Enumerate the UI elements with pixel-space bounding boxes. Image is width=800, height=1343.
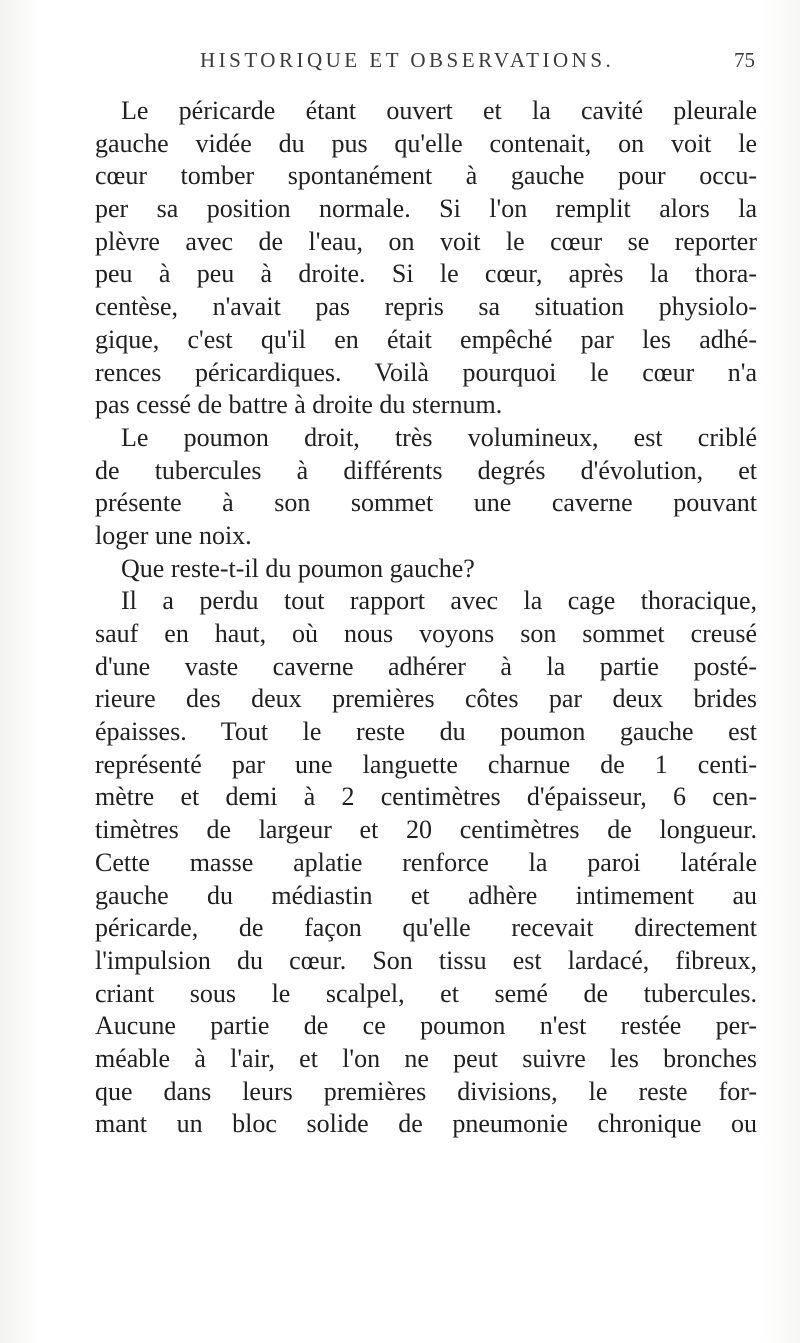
text-line: gauche vidée du pus qu'elle contenait, on voit le bbox=[95, 128, 757, 158]
text-line: centèse, n'avait pas repris sa situation physiolo- bbox=[95, 292, 757, 322]
text-line: d'une vaste caverne adhérer à la partie posté- bbox=[95, 651, 757, 681]
text-line: méable à l'air, et l'on ne peut suivre les bronches bbox=[95, 1043, 757, 1073]
text-line: Aucune partie de ce poumon n'est restée per- bbox=[95, 1011, 757, 1041]
text-line: peu à peu à droite. Si le cœur, après la thora- bbox=[95, 259, 757, 289]
running-title: HISTORIQUE ET OBSERVATIONS. bbox=[200, 48, 615, 72]
text-line: Le poumon droit, très volumineux, est criblé bbox=[121, 422, 757, 452]
text-line: per sa position normale. Si l'on remplit alors la bbox=[95, 194, 757, 224]
body-text bbox=[95, 95, 757, 1141]
text-line: Il a perdu tout rapport avec la cage thoracique, bbox=[121, 586, 757, 616]
text-line: Cette masse aplatie renforce la paroi latérale bbox=[95, 847, 757, 877]
text-line: gique, c'est qu'il en était empêché par les adhé- bbox=[95, 324, 757, 354]
text-line: plèvre avec de l'eau, on voit le cœur se reporter bbox=[95, 226, 757, 256]
text-line: de tubercules à différents degrés d'évolution, et bbox=[95, 455, 757, 485]
text-line: présente à son sommet une caverne pouvant bbox=[95, 488, 757, 518]
text-line: représenté par une languette charnue de 1 centi- bbox=[95, 749, 757, 779]
text-line: épaisses. Tout le reste du poumon gauche est bbox=[95, 717, 757, 747]
text-line: péricarde, de façon qu'elle recevait directement bbox=[95, 913, 757, 943]
text-line: rences péricardiques. Voilà pourquoi le cœur n'a bbox=[95, 357, 757, 387]
page-number: 75 bbox=[734, 48, 755, 72]
text-line: Le péricarde étant ouvert et la cavité pleurale bbox=[121, 96, 757, 125]
text-line: mètre et demi à 2 centimètres d'épaisseur, 6 cen- bbox=[95, 782, 757, 812]
text-line: cœur tomber spontanément à gauche pour occu- bbox=[95, 161, 757, 191]
text-line: que dans leurs premières divisions, le reste for- bbox=[95, 1076, 757, 1106]
text-line: Que reste-t-il du poumon gauche? bbox=[121, 553, 475, 583]
text-line: gauche du médiastin et adhère intimement au bbox=[95, 880, 757, 910]
running-head bbox=[90, 48, 755, 78]
text-line: timètres de largeur et 20 centimètres de longueur. bbox=[95, 815, 757, 845]
text-line: sauf en haut, où nous voyons son sommet creusé bbox=[95, 619, 757, 648]
text-line: criant sous le scalpel, et semé de tubercules. bbox=[95, 978, 757, 1008]
text-line: rieure des deux premières côtes par deux brides bbox=[95, 684, 757, 714]
text-line: loger une noix. bbox=[95, 520, 252, 550]
text-line: mant un bloc solide de pneumonie chronique ou bbox=[95, 1109, 757, 1139]
text-line: pas cessé de battre à droite du sternum. bbox=[95, 390, 503, 420]
text-line: l'impulsion du cœur. Son tissu est lardacé, fibreux, bbox=[95, 945, 757, 975]
